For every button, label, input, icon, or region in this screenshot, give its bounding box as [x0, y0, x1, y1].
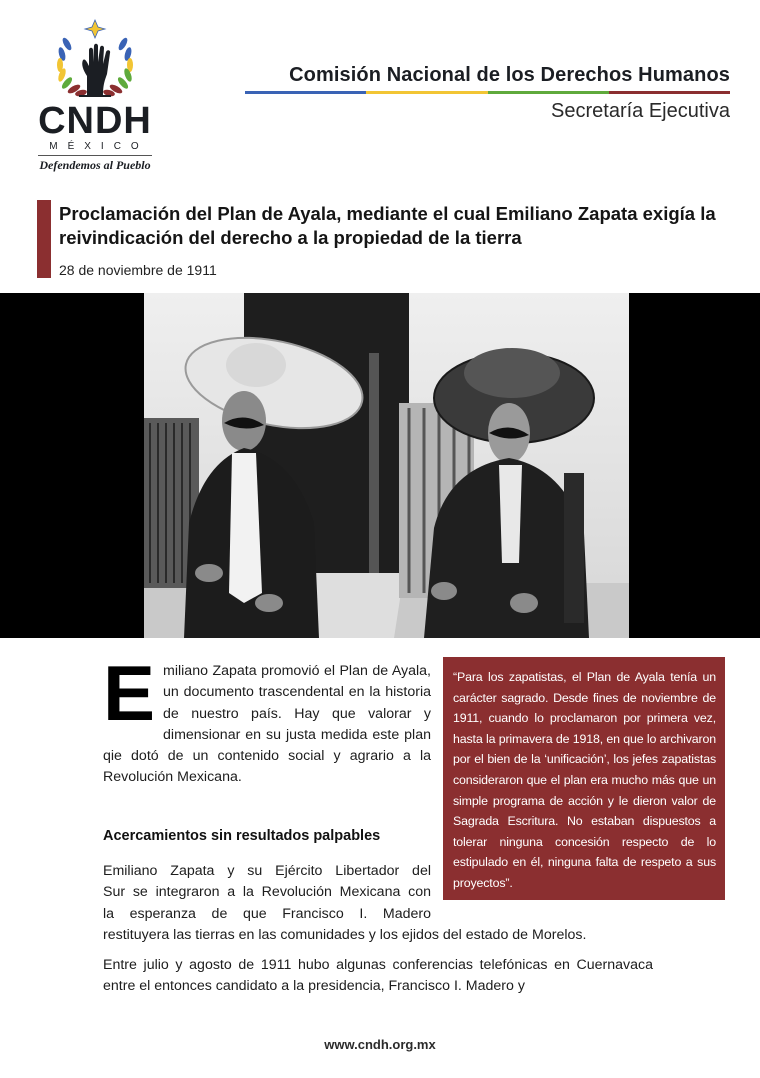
logo-country: MÉXICO [49, 141, 149, 152]
department-name: Secretaría Ejecutiva [551, 100, 730, 122]
logo-motto: Defendemos al Pueblo [39, 158, 151, 172]
color-bar-yellow [366, 91, 487, 94]
intro-paragraph [103, 649, 431, 789]
article-date: 28 de noviembre de 1911 [59, 262, 217, 278]
quote-author: John Womack Jr. [605, 899, 716, 916]
section-heading: Acercamientos sin resultados palpables [103, 828, 381, 844]
quote-box [443, 657, 725, 931]
paragraph-1-tail: restituyera las tierras en las comunidades y los ejidos del estado de Morelos. [103, 926, 587, 943]
color-bar-green [488, 91, 609, 94]
paragraph-1-line: Emiliano Zapata y su Ejército Libertador del [103, 863, 431, 879]
title-accent-bar [37, 200, 51, 278]
quote-author-role: Historiador [655, 916, 716, 931]
photo-illustration [144, 293, 629, 638]
laurel-hand-emblem-icon [45, 18, 145, 100]
paragraph-1-line: la esperanza de que Francisco I. Madero [103, 905, 431, 922]
article-title: Proclamación del Plan de Ayala, mediante el cual Emiliano Zapata exigía la reivindicación del derecho a la propiedad de la tierra [59, 203, 716, 248]
historical-photo [144, 293, 629, 638]
paragraph-1-line: Sur se integraron a la Revolución Mexicana con [103, 884, 431, 901]
color-bar-red [609, 91, 730, 94]
intro-text: miliano Zapata promovió el Plan de Ayala, un documento trascendental en la historia de nuestro país. Hay que valorar y dimensionar en su justa medida este plan qie dotó de un contenido social y agrario a la Revolución Mexicana. [103, 663, 431, 786]
cndh-logo [30, 18, 160, 178]
logo-divider [38, 155, 152, 156]
drop-cap: E [103, 649, 156, 737]
footer-website-link[interactable]: www.cndh.org.mx [324, 1037, 436, 1052]
quote-text: “Para los zapatistas, el Plan de Ayala tenía un carácter sagrado. Desde fines de noviembre de 1911, cuando lo proclamaron por primera vez, hasta la primavera de 1918, en que lo archivaron por el bien de la ‘unificación’, los jefes zapatistas consideraron que el plan era mucho más que un simple programa de acción y le dieron valor de Sagrada Escritura. No estaban dispuestos a tolerar ninguna concesión respecto de lo estipulado en él, ninguna falta de respeto a sus proyectos”. [453, 670, 716, 890]
color-bar-divider [245, 91, 730, 94]
paragraph-2: Entre julio y agosto de 1911 hubo algunas conferencias telefónicas en Cuernavaca entre el entonces candidato a la presidencia, Francisco I. Madero y [103, 957, 653, 995]
logo-wordmark: CNDH [38, 100, 152, 142]
organization-name: Comisión Nacional de los Derechos Humanos [289, 64, 730, 86]
color-bar-blue [245, 91, 366, 94]
photo-band [0, 293, 760, 638]
